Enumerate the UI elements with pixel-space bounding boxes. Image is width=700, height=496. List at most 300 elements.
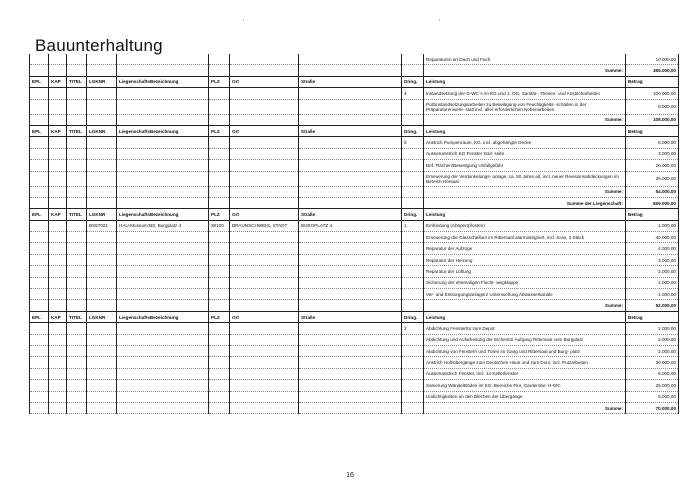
empty-cell [299, 65, 402, 76]
column-header: KAP [49, 125, 67, 136]
strasse-cell [299, 334, 402, 345]
dring-cell [402, 99, 424, 114]
empty-cell [87, 65, 117, 76]
column-header: Straße [299, 76, 402, 87]
empty-cell [209, 197, 230, 208]
empty-cell [30, 114, 49, 125]
table-row [30, 345, 679, 356]
empty-cell [67, 186, 87, 197]
titel-cell [67, 368, 87, 379]
strasse-cell [299, 148, 402, 159]
column-header: EPL [30, 76, 49, 87]
empty-cell [230, 300, 299, 311]
dring-cell [402, 148, 424, 159]
kap-cell [49, 148, 67, 159]
betrag-cell: 10.000,00 [626, 54, 679, 65]
lgknr-cell [87, 266, 117, 277]
dring-cell [402, 266, 424, 277]
plz-cell [209, 345, 230, 356]
kap-cell [49, 254, 67, 265]
column-header: LiegenschaftsBezeichnung [117, 311, 209, 322]
plz-cell [209, 54, 230, 65]
kap-cell [49, 277, 67, 288]
kap-cell [49, 171, 67, 186]
ort-cell [230, 357, 299, 368]
leistung-cell: Sanierung Wände/Böden im KG, Bereiche Flur, Garderobe, H-WC [424, 380, 626, 391]
strasse-cell [299, 99, 402, 114]
plz-cell [209, 334, 230, 345]
lgknr-cell [87, 289, 117, 300]
sum-value: 54.000,00 [626, 186, 679, 197]
strasse-cell [299, 345, 402, 356]
lgknr-cell [87, 334, 117, 345]
column-header: EPL [30, 125, 49, 136]
column-header: Betrag [626, 311, 679, 322]
plz-cell [209, 232, 230, 243]
lgknr-cell [87, 368, 117, 379]
empty-cell [87, 300, 117, 311]
empty-cell [30, 65, 49, 76]
sum-value: 659.000,00 [626, 197, 679, 208]
bezeichnung-cell [117, 266, 209, 277]
betrag-cell: 100.000,00 [626, 88, 679, 99]
empty-cell [209, 300, 230, 311]
column-header: Leistung [424, 209, 626, 220]
leistung-cell: Reparatur der Heizung [424, 254, 626, 265]
leistung-cell: Ver- und Entsorgungsanlagen/ Untersuchung Abwasserkanäle [424, 289, 626, 300]
dring-cell [402, 345, 424, 356]
empty-cell [117, 300, 209, 311]
lgknr-cell [87, 277, 117, 288]
leistung-cell: Putzinstandsetzungsarbeiten zu Beseitigung von Feuchtigkeits- schäden in der Präparatorenwerk- statt incl. aller erforderlichen Nebenarbeiten [424, 99, 626, 114]
dring-cell [402, 254, 424, 265]
bezeichnung-cell [117, 160, 209, 171]
lgknr-cell [87, 357, 117, 368]
table-row [30, 54, 679, 65]
betrag-cell: 1.000,00 [626, 220, 679, 231]
lgknr-cell [87, 88, 117, 99]
column-header: TITEL [67, 125, 87, 136]
leistung-cell: Undichtigkeiten an den Blechen der Übergänge [424, 391, 626, 402]
empty-cell [87, 186, 117, 197]
sum-value: 108.000,00 [626, 114, 679, 125]
bezeichnung-cell [117, 391, 209, 402]
sum-value: 70.000,00 [626, 402, 679, 413]
epl-cell [30, 220, 49, 231]
column-header: Betrag [626, 209, 679, 220]
bezeichnung-cell [117, 137, 209, 148]
leistung-cell: Reparaturen an Dach und Fach [424, 54, 626, 65]
scan-mark: ' [243, 20, 245, 26]
strasse-cell [299, 368, 402, 379]
column-header: Betrag [626, 125, 679, 136]
strasse-cell [299, 323, 402, 334]
sum-row [30, 197, 679, 208]
betrag-cell: 25.000,00 [626, 380, 679, 391]
empty-cell [230, 65, 299, 76]
bezeichnung-cell [117, 357, 209, 368]
titel-cell [67, 277, 87, 288]
betrag-cell: 3.000,00 [626, 148, 679, 159]
lgknr-cell [87, 323, 117, 334]
betrag-cell: 40.000,00 [626, 232, 679, 243]
leistung-cell: Erneuerung der Glasscheiben im Rittersaal alarmintegriert, incl. Kran, 2 Stück [424, 232, 626, 243]
table-row [30, 368, 679, 379]
empty-cell [30, 186, 49, 197]
sum-label: Summe: [424, 65, 626, 76]
lgknr-cell [87, 380, 117, 391]
titel-cell [67, 289, 87, 300]
lgknr-cell [87, 391, 117, 402]
leistung-cell: Abdichtung und Aufarbeitung der Eichentür Aufgang Rittersaal vom Burgplatz [424, 334, 626, 345]
ort-cell [230, 137, 299, 148]
kap-cell [49, 289, 67, 300]
kap-cell [49, 266, 67, 277]
dring-cell: 5 [402, 137, 424, 148]
kap-cell [49, 357, 67, 368]
ort-cell [230, 160, 299, 171]
column-header: Ort [230, 311, 299, 322]
empty-cell [117, 197, 209, 208]
plz-cell [209, 380, 230, 391]
strasse-cell [299, 232, 402, 243]
leistung-cell: Abdichtung von Fenstern und Türen im Gang und Rittersaal und Burg- platz [424, 345, 626, 356]
kap-cell [49, 99, 67, 114]
column-header: Leistung [424, 76, 626, 87]
dring-cell [402, 380, 424, 391]
page-number: 16 [346, 472, 354, 479]
table-row [30, 232, 679, 243]
column-header: KAP [49, 311, 67, 322]
ort-cell [230, 277, 299, 288]
sum-label: Summe: [424, 114, 626, 125]
titel-cell [67, 148, 87, 159]
bezeichnung-cell [117, 368, 209, 379]
lgknr-cell [87, 137, 117, 148]
titel-cell [67, 99, 87, 114]
ort-cell [230, 232, 299, 243]
bezeichnung-cell: HAU-Museum;BS, Burgplatz 4 [117, 220, 209, 231]
epl-cell [30, 254, 49, 265]
epl-cell [30, 243, 49, 254]
empty-cell [87, 197, 117, 208]
plz-cell [209, 277, 230, 288]
epl-cell [30, 345, 49, 356]
lgknr-cell: BS57021 [87, 220, 117, 231]
plz-cell [209, 391, 230, 402]
strasse-cell [299, 171, 402, 186]
dring-cell [402, 277, 424, 288]
column-header: LiegenschaftsBezeichnung [117, 76, 209, 87]
strasse-cell [299, 160, 402, 171]
strasse-cell [299, 391, 402, 402]
ort-cell [230, 88, 299, 99]
epl-cell [30, 54, 49, 65]
column-header: Leistung [424, 311, 626, 322]
plz-cell [209, 160, 230, 171]
kap-cell [49, 160, 67, 171]
leistung-cell: Aussenanstrich KG Fenster Süd- seite [424, 148, 626, 159]
leistung-cell: Instandsetzung der D-WC´s im EG und 1. OG, Sanitär-, Fliesen- und Anstricharbeiten [424, 88, 626, 99]
table-row [30, 137, 679, 148]
epl-cell [30, 323, 49, 334]
sum-label: Summe der Liegenschaft: [424, 197, 626, 208]
bezeichnung-cell [117, 54, 209, 65]
table-row [30, 148, 679, 159]
betrag-cell: 1.000,00 [626, 323, 679, 334]
column-header: TITEL [67, 209, 87, 220]
kap-cell [49, 54, 67, 65]
dring-cell: 1 [402, 220, 424, 231]
ort-cell [230, 54, 299, 65]
plz-cell [209, 368, 230, 379]
column-header: Dring. [402, 209, 424, 220]
bezeichnung-cell [117, 289, 209, 300]
sum-row [30, 300, 679, 311]
titel-cell [67, 171, 87, 186]
titel-cell [67, 345, 87, 356]
lgknr-cell [87, 254, 117, 265]
dring-cell [402, 243, 424, 254]
epl-cell [30, 137, 49, 148]
kap-cell [49, 88, 67, 99]
epl-cell [30, 277, 49, 288]
header-row [30, 311, 679, 322]
column-header: Straße [299, 311, 402, 322]
bezeichnung-cell [117, 232, 209, 243]
epl-cell [30, 160, 49, 171]
empty-cell [209, 65, 230, 76]
kap-cell [49, 345, 67, 356]
lgknr-cell [87, 54, 117, 65]
betrag-cell: 4.000,00 [626, 243, 679, 254]
titel-cell [67, 137, 87, 148]
ort-cell [230, 243, 299, 254]
table-row [30, 99, 679, 114]
leistung-cell: Einfriedung (Absperrpfosten) [424, 220, 626, 231]
epl-cell [30, 357, 49, 368]
bezeichnung-cell [117, 171, 209, 186]
kap-cell [49, 334, 67, 345]
leistung-cell: Erneuerung der Verdunkelungs- anlage, ca. 50 Jahre alt, incl. neuer Revisionsabdeckungen im Bereich Hörsaal [424, 171, 626, 186]
empty-cell [299, 402, 402, 413]
empty-cell [230, 197, 299, 208]
plz-cell [209, 88, 230, 99]
plz-cell [209, 148, 230, 159]
betrag-cell: 3.000,00 [626, 254, 679, 265]
strasse-cell [299, 137, 402, 148]
strasse-cell [299, 254, 402, 265]
empty-cell [87, 114, 117, 125]
plz-cell [209, 171, 230, 186]
column-header: EPL [30, 311, 49, 322]
column-header: LiegenschaftsBezeichnung [117, 125, 209, 136]
strasse-cell [299, 266, 402, 277]
bezeichnung-cell [117, 148, 209, 159]
epl-cell [30, 99, 49, 114]
betrag-cell: 5.000,00 [626, 368, 679, 379]
column-header: Dring. [402, 125, 424, 136]
titel-cell [67, 266, 87, 277]
empty-cell [117, 65, 209, 76]
empty-cell [49, 197, 67, 208]
empty-cell [230, 114, 299, 125]
bezeichnung-cell [117, 334, 209, 345]
empty-cell [402, 114, 424, 125]
titel-cell [67, 88, 87, 99]
leistung-cell: Abdichtung Fenstertür zum Depot [424, 323, 626, 334]
empty-cell [30, 300, 49, 311]
leistung-cell: Reparatur der Lüftung [424, 266, 626, 277]
table-row [30, 357, 679, 368]
sum-label: Summe: [424, 300, 626, 311]
bezeichnung-cell [117, 380, 209, 391]
table-row [30, 220, 679, 231]
table-row [30, 160, 679, 171]
dring-cell [402, 232, 424, 243]
sum-row [30, 65, 679, 76]
sum-value: 52.000,00 [626, 300, 679, 311]
kap-cell [49, 380, 67, 391]
titel-cell [67, 232, 87, 243]
kap-cell [49, 220, 67, 231]
table-row [30, 323, 679, 334]
bezeichnung-cell [117, 277, 209, 288]
epl-cell [30, 289, 49, 300]
plz-cell [209, 137, 230, 148]
empty-cell [117, 402, 209, 413]
column-header: TITEL [67, 76, 87, 87]
column-header: LGKNR [87, 311, 117, 322]
table-row [30, 266, 679, 277]
ort-cell [230, 391, 299, 402]
betrag-cell: 5.000,00 [626, 391, 679, 402]
strasse-cell [299, 380, 402, 391]
betrag-cell: 6.000,00 [626, 137, 679, 148]
header-row [30, 125, 679, 136]
empty-cell [67, 114, 87, 125]
titel-cell [67, 220, 87, 231]
titel-cell [67, 243, 87, 254]
empty-cell [402, 300, 424, 311]
leistung-cell: Reparatur der Aufzüge [424, 243, 626, 254]
table-row [30, 334, 679, 345]
epl-cell [30, 88, 49, 99]
lgknr-cell [87, 232, 117, 243]
column-header: Dring. [402, 311, 424, 322]
strasse-cell [299, 243, 402, 254]
empty-cell [402, 402, 424, 413]
ort-cell [230, 323, 299, 334]
empty-cell [230, 402, 299, 413]
betrag-cell: 1.000,00 [626, 289, 679, 300]
ort-cell [230, 334, 299, 345]
empty-cell [117, 186, 209, 197]
table-row [30, 289, 679, 300]
empty-cell [117, 114, 209, 125]
ort-cell [230, 254, 299, 265]
column-header: LGKNR [87, 209, 117, 220]
dring-cell [402, 160, 424, 171]
empty-cell [402, 197, 424, 208]
sum-row [30, 402, 679, 413]
titel-cell [67, 391, 87, 402]
column-header: Straße [299, 209, 402, 220]
titel-cell [67, 54, 87, 65]
sum-row [30, 186, 679, 197]
dring-cell: 4 [402, 88, 424, 99]
plz-cell [209, 289, 230, 300]
empty-cell [49, 65, 67, 76]
lgknr-cell [87, 345, 117, 356]
lgknr-cell [87, 160, 117, 171]
plz-cell [209, 323, 230, 334]
empty-cell [402, 65, 424, 76]
dring-cell [402, 171, 424, 186]
bezeichnung-cell [117, 323, 209, 334]
column-header: KAP [49, 76, 67, 87]
header-row [30, 209, 679, 220]
column-header: Betrag [626, 76, 679, 87]
empty-cell [67, 402, 87, 413]
dring-cell [402, 357, 424, 368]
bezeichnung-cell [117, 243, 209, 254]
table-row [30, 254, 679, 265]
empty-cell [209, 186, 230, 197]
titel-cell [67, 380, 87, 391]
dring-cell [402, 391, 424, 402]
lgknr-cell [87, 99, 117, 114]
leistung-cell: Sicherung der ehemaligen Flucht- wegklappe [424, 277, 626, 288]
column-header: Leistung [424, 125, 626, 136]
empty-cell [49, 114, 67, 125]
kap-cell [49, 243, 67, 254]
column-header: EPL [30, 209, 49, 220]
betrag-cell: 25.000,00 [626, 171, 679, 186]
column-header: LGKNR [87, 76, 117, 87]
lgknr-cell [87, 148, 117, 159]
dring-cell [402, 368, 424, 379]
sum-row [30, 114, 679, 125]
column-header: Ort [230, 125, 299, 136]
epl-cell [30, 171, 49, 186]
table-row [30, 171, 679, 186]
titel-cell [67, 323, 87, 334]
empty-cell [209, 114, 230, 125]
table-row [30, 380, 679, 391]
kap-cell [49, 391, 67, 402]
epl-cell [30, 380, 49, 391]
empty-cell [87, 402, 117, 413]
dring-cell: 2 [402, 323, 424, 334]
table-row [30, 243, 679, 254]
betrag-cell: 2.000,00 [626, 345, 679, 356]
empty-cell [230, 186, 299, 197]
column-header: Ort [230, 76, 299, 87]
bezeichnung-cell [117, 88, 209, 99]
epl-cell [30, 391, 49, 402]
leistung-cell: Aussenanstrich Fenster, incl. 14 Kellerfenster [424, 368, 626, 379]
ledger-table [29, 54, 679, 414]
strasse-cell [299, 357, 402, 368]
betrag-cell: 30.000,00 [626, 357, 679, 368]
column-header: KAP [49, 209, 67, 220]
bezeichnung-cell [117, 254, 209, 265]
empty-cell [49, 402, 67, 413]
column-header: Dring. [402, 76, 424, 87]
epl-cell [30, 334, 49, 345]
column-header: TITEL [67, 311, 87, 322]
